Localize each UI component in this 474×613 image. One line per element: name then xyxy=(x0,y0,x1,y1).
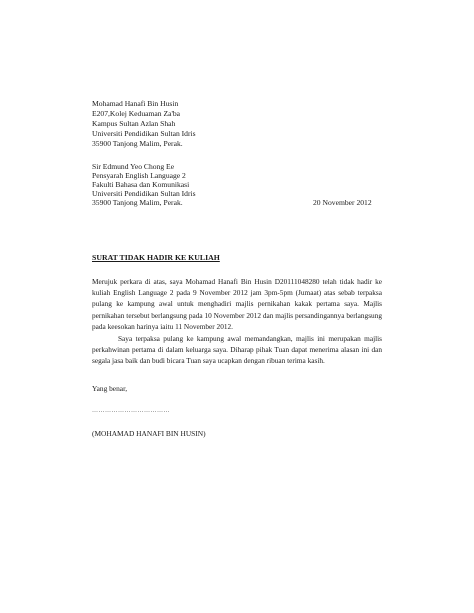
letter-date: 20 November 2012 xyxy=(313,198,372,207)
recipient-address-line: 35900 Tanjong Malim, Perak. xyxy=(92,198,183,207)
sender-address-line: E207,Kolej Keduaman Za'ba xyxy=(92,109,181,118)
signature-name: (MOHAMAD HANAFI BIN HUSIN) xyxy=(92,429,206,438)
closing-salutation: Yang benar, xyxy=(92,384,128,393)
recipient-address-line: Pensyarah English Language 2 xyxy=(92,171,186,180)
recipient-address-line: Fakulti Bahasa dan Komunikasi xyxy=(92,180,190,189)
body-paragraph: Merujuk perkara di atas, saya Mohamad Hanafi Bin Husin D20111048280 telah tidak hadir ke kuliah English Language 2 pada 9 November 2012 jam 3pm-5pm (Jumaat) atas sebab terpaksa pulang ke kampung awal untuk menghadiri majlis pernikahan kakak pertama saya. Majlis pernikahan tersebut berlangsung pada 10 November 2012 dan majlis persandingannya berlangsung pada keesokan harinya iaitu 11 November 2012. xyxy=(92,277,382,331)
sender-name: Mohamad Hanafi Bin Husin xyxy=(92,99,179,108)
sender-address-line: 35900 Tanjong Malim, Perak. xyxy=(92,139,183,148)
body-paragraph: Saya terpaksa pulang ke kampung awal memandangkan, majlis ini merupakan majlis perkahwinan pertama di dalam keluarga saya. Diharap pihak Tuan dapat menerima alasan ini dan segala jasa baik dan budi bicara Tuan saya ucapkan dengan ribuan terima kasih. xyxy=(92,334,382,366)
recipient-name: Sir Edmund Yeo Chong Ee xyxy=(92,162,175,171)
recipient-address-line: Universiti Pendidikan Sultan Idris xyxy=(92,189,196,198)
signature-line: ……………………………… xyxy=(92,408,170,414)
sender-address-line: Universiti Pendidikan Sultan Idris xyxy=(92,129,196,138)
letter-subject: SURAT TIDAK HADIR KE KULIAH xyxy=(92,253,220,262)
sender-address-line: Kampus Sultan Azlan Shah xyxy=(92,119,176,128)
